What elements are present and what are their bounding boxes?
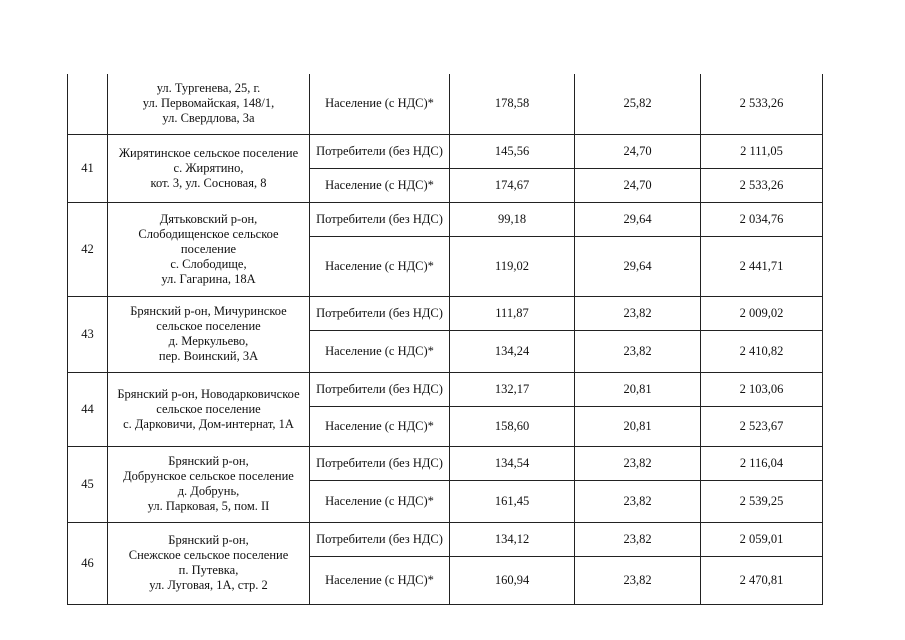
address-line: ул. Парковая, 5, пом. II (147, 499, 270, 513)
value-cell: 20,81 (575, 372, 701, 406)
table-row (68, 296, 823, 330)
value-cell: 23,82 (575, 480, 701, 522)
consumer-type: Население (с НДС)* (310, 74, 450, 134)
consumer-type: Население (с НДС)* (310, 330, 450, 372)
row-number: 44 (68, 372, 108, 446)
row-number: 43 (68, 296, 108, 372)
value-cell: 24,70 (575, 168, 701, 202)
value-cell: 160,94 (450, 556, 575, 604)
address-line: ул. Тургенева, 25, г. (156, 81, 261, 96)
row-number: 46 (68, 522, 108, 604)
address-line: с. Жирятино, (173, 160, 244, 175)
address-line: поселение (180, 241, 237, 256)
address-line: Снежское сельское поселение (128, 548, 289, 562)
row-number: 41 (68, 134, 108, 202)
address-line: Слободищенское сельское (138, 226, 279, 241)
consumer-type: Население (с НДС)* (310, 480, 450, 522)
value-cell: 24,70 (575, 134, 701, 168)
address-line: Брянский р-он, (168, 454, 249, 468)
address-line: д. Добрунь, (177, 484, 240, 498)
table-row (68, 446, 823, 480)
value-cell: 158,60 (450, 406, 575, 446)
address-cell (108, 522, 310, 604)
value-cell: 2 533,26 (701, 168, 823, 202)
address-line: кот. 3, ул. Сосновая, 8 (150, 175, 267, 190)
value-cell: 2 410,82 (701, 330, 823, 372)
consumer-type: Население (с НДС)* (310, 556, 450, 604)
value-cell: 178,58 (450, 74, 575, 134)
value-cell: 134,24 (450, 330, 575, 372)
value-cell: 23,82 (575, 296, 701, 330)
row-number (68, 74, 108, 134)
value-cell: 2 116,04 (701, 446, 823, 480)
value-cell: 29,64 (575, 202, 701, 236)
value-cell: 2 470,81 (701, 556, 823, 604)
value-cell: 2 059,01 (701, 522, 823, 556)
value-cell: 23,82 (575, 556, 701, 604)
address-line: Добрунское сельское поселение (123, 469, 294, 483)
value-cell: 23,82 (575, 330, 701, 372)
value-cell: 20,81 (575, 406, 701, 446)
value-cell: 2 441,71 (701, 236, 823, 296)
address-line: ул. Луговая, 1А, стр. 2 (149, 578, 268, 592)
address-line: с. Дарковичи, Дом-интернат, 1А (123, 416, 294, 431)
table-row (68, 134, 823, 168)
address-cell (108, 134, 310, 202)
address-cell (108, 446, 310, 522)
address-line: с. Слободище, (170, 256, 247, 271)
consumer-type: Потребители (без НДС) (310, 446, 450, 480)
value-cell: 2 539,25 (701, 480, 823, 522)
value-cell: 23,82 (575, 446, 701, 480)
address-line: Брянский р-он, Новодарковичское (117, 386, 300, 401)
table-row (68, 202, 823, 236)
table-row (68, 522, 823, 556)
value-cell: 25,82 (575, 74, 701, 134)
value-cell: 2 009,02 (701, 296, 823, 330)
consumer-type: Потребители (без НДС) (310, 372, 450, 406)
value-cell: 161,45 (450, 480, 575, 522)
row-number: 45 (68, 446, 108, 522)
address-line: ул. Первомайская, 148/1, (142, 96, 275, 111)
consumer-type: Потребители (без НДС) (310, 134, 450, 168)
value-cell: 132,17 (450, 372, 575, 406)
consumer-type: Население (с НДС)* (310, 236, 450, 296)
value-cell: 29,64 (575, 236, 701, 296)
value-cell: 145,56 (450, 134, 575, 168)
address-line: п. Путевка, (178, 563, 239, 577)
value-cell: 134,54 (450, 446, 575, 480)
address-cell (108, 372, 310, 446)
value-cell: 2 111,05 (701, 134, 823, 168)
value-cell: 2 103,06 (701, 372, 823, 406)
address-line: пер. Воинский, 3А (158, 349, 259, 363)
address-cell (108, 202, 310, 296)
consumer-type: Потребители (без НДС) (310, 202, 450, 236)
value-cell: 2 034,76 (701, 202, 823, 236)
value-cell: 174,67 (450, 168, 575, 202)
address-line: Брянский р-он, (168, 533, 249, 547)
consumer-type: Потребители (без НДС) (310, 522, 450, 556)
value-cell: 111,87 (450, 296, 575, 330)
consumer-type: Население (с НДС)* (310, 168, 450, 202)
row-number: 42 (68, 202, 108, 296)
address-line: д. Меркульево, (168, 334, 249, 348)
address-line: Жирятинское сельское поселение (118, 145, 299, 160)
address-cell (108, 296, 310, 372)
value-cell: 99,18 (450, 202, 575, 236)
tariff-table (67, 74, 823, 605)
address-line: Дятьковский р-он, (159, 211, 258, 226)
address-line: ул. Гагарина, 18А (161, 271, 256, 286)
address-line: ул. Свердлова, 3а (162, 111, 255, 126)
value-cell: 23,82 (575, 522, 701, 556)
address-line: сельское поселение (156, 319, 261, 333)
value-cell: 2 533,26 (701, 74, 823, 134)
consumer-type: Население (с НДС)* (310, 406, 450, 446)
value-cell: 134,12 (450, 522, 575, 556)
table-row (68, 372, 823, 406)
address-line: Брянский р-он, Мичуринское (130, 304, 287, 318)
consumer-type: Потребители (без НДС) (310, 296, 450, 330)
address-line: сельское поселение (156, 401, 261, 416)
address-cell (108, 74, 310, 134)
table-row (68, 74, 823, 134)
value-cell: 119,02 (450, 236, 575, 296)
value-cell: 2 523,67 (701, 406, 823, 446)
